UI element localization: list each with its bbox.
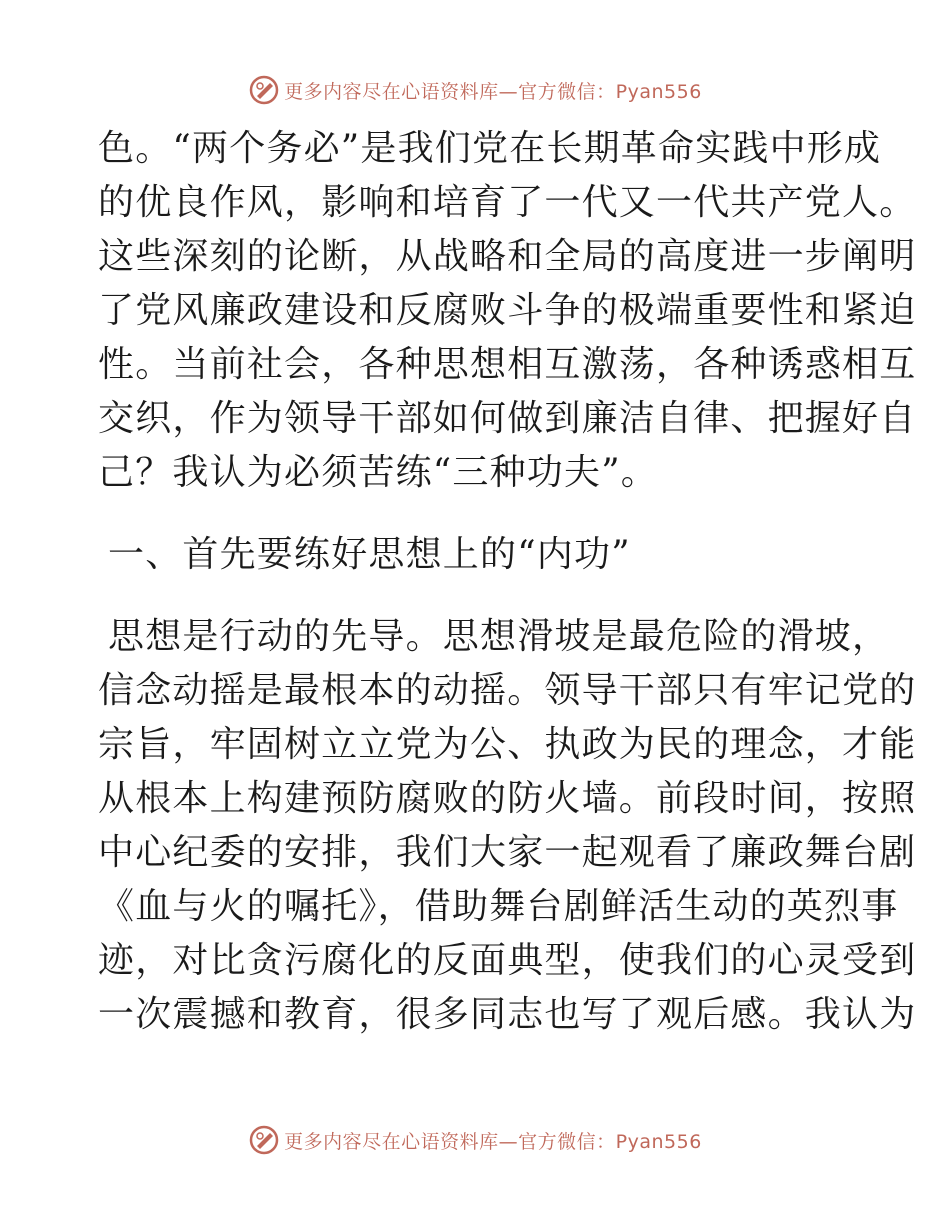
text-line: 迹，对比贪污腐化的反面典型，使我们的心灵受到 bbox=[98, 940, 917, 981]
text-line: 信念动摇是最根本的动摇。领导干部只有牢记党的 bbox=[98, 670, 917, 711]
document-body bbox=[98, 122, 917, 1042]
paragraph-2 bbox=[98, 610, 917, 1042]
text-line: 性。当前社会，各种思想相互激荡，各种诱惑相互 bbox=[98, 344, 917, 385]
text-line: 从根本上构建预防腐败的防火墙。前段时间，按照 bbox=[98, 778, 917, 819]
text-line: 己？我认为必须苦练“三种功夫”。 bbox=[98, 452, 659, 493]
text-line: 这些深刻的论断，从战略和全局的高度进一步阐明 bbox=[98, 236, 917, 277]
logo-icon bbox=[248, 1124, 280, 1156]
text-line: 了党风廉政建设和反腐败斗争的极端重要性和紧迫 bbox=[98, 290, 917, 331]
text-line: 中心纪委的安排，我们大家一起观看了廉政舞台剧 bbox=[98, 832, 917, 873]
text-line: 色。“两个务必”是我们党在长期革命实践中形成 bbox=[98, 128, 882, 169]
watermark-text: 更多内容尽在心语资料库—官方微信：Pyan556 bbox=[284, 80, 702, 103]
text-line: 的优良作风，影响和培育了一代又一代共产党人。 bbox=[98, 182, 917, 223]
section-heading: 一、首先要练好思想上的“内功” bbox=[108, 534, 631, 575]
text-line: 交织，作为领导干部如何做到廉洁自律、把握好自 bbox=[98, 398, 917, 439]
paragraph-1 bbox=[98, 122, 917, 500]
text-line: 《血与火的嘱托》，借助舞台剧鲜活生动的英烈事 bbox=[98, 886, 899, 927]
text-line: 宗旨，牢固树立立党为公、执政为民的理念，才能 bbox=[98, 724, 917, 765]
watermark-header bbox=[0, 74, 950, 106]
watermark-footer bbox=[0, 1124, 950, 1156]
text-line: 思想是行动的先导。思想滑坡是最危险的滑坡， bbox=[108, 616, 890, 657]
text-line: 一次震撼和教育，很多同志也写了观后感。我认为 bbox=[98, 994, 917, 1035]
logo-icon bbox=[248, 74, 280, 106]
watermark-text: 更多内容尽在心语资料库—官方微信：Pyan556 bbox=[284, 1130, 702, 1153]
